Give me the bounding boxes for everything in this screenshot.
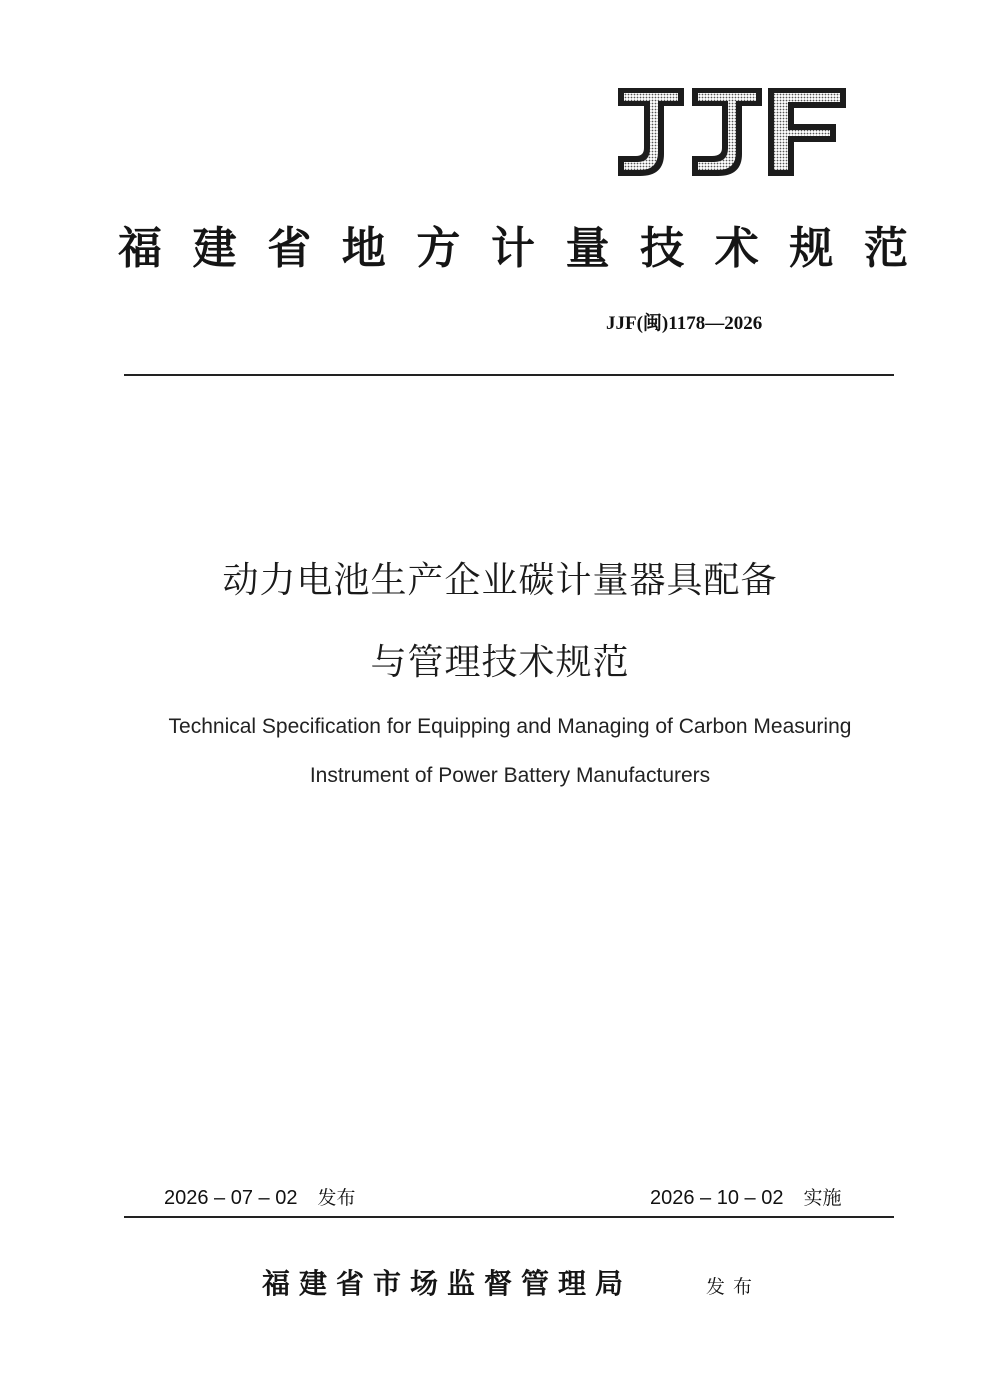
implement-label: 实施 — [803, 1187, 842, 1209]
logo-letter-j2 — [692, 88, 762, 176]
series-char: 计 — [490, 223, 535, 274]
series-char: 技 — [640, 223, 685, 274]
series-char: 量 — [565, 223, 610, 274]
title-en-line2: Instrument of Power Battery Manufacturers — [309, 764, 711, 787]
publish-label: 发布 — [317, 1187, 356, 1209]
title-en-line1: Technical Specification for Equipping and Managing of Carbon Measuring — [168, 715, 852, 738]
series-title — [118, 212, 908, 276]
logo-letter-j1 — [618, 88, 684, 176]
implement-date-block — [650, 1183, 841, 1210]
series-char: 省 — [267, 223, 312, 274]
series-char: 方 — [416, 223, 461, 274]
publish-date-block — [164, 1183, 355, 1210]
series-char: 规 — [789, 223, 834, 274]
top-divider — [124, 374, 894, 376]
series-char: 术 — [714, 223, 759, 274]
bottom-divider — [124, 1216, 894, 1218]
series-char: 建 — [192, 223, 237, 274]
logo-letter-f — [768, 88, 846, 176]
issuer-name: 福建省市场监督管理局 — [262, 1267, 633, 1300]
implement-date: 2026 – 10 – 02 — [650, 1187, 784, 1209]
series-char: 范 — [863, 223, 908, 274]
title-cn-line2: 与管理技术规范 — [370, 642, 630, 683]
series-char: 地 — [341, 223, 386, 274]
series-char: 福 — [118, 223, 162, 274]
title-cn-line1: 动力电池生产企业碳计量器具配备 — [222, 560, 778, 601]
issuer-suffix: 发布 — [706, 1276, 761, 1298]
standard-code: JJF(闽)1178—2026 — [606, 313, 763, 334]
jjf-logo — [612, 84, 848, 180]
publish-date: 2026 – 07 – 02 — [164, 1187, 298, 1209]
